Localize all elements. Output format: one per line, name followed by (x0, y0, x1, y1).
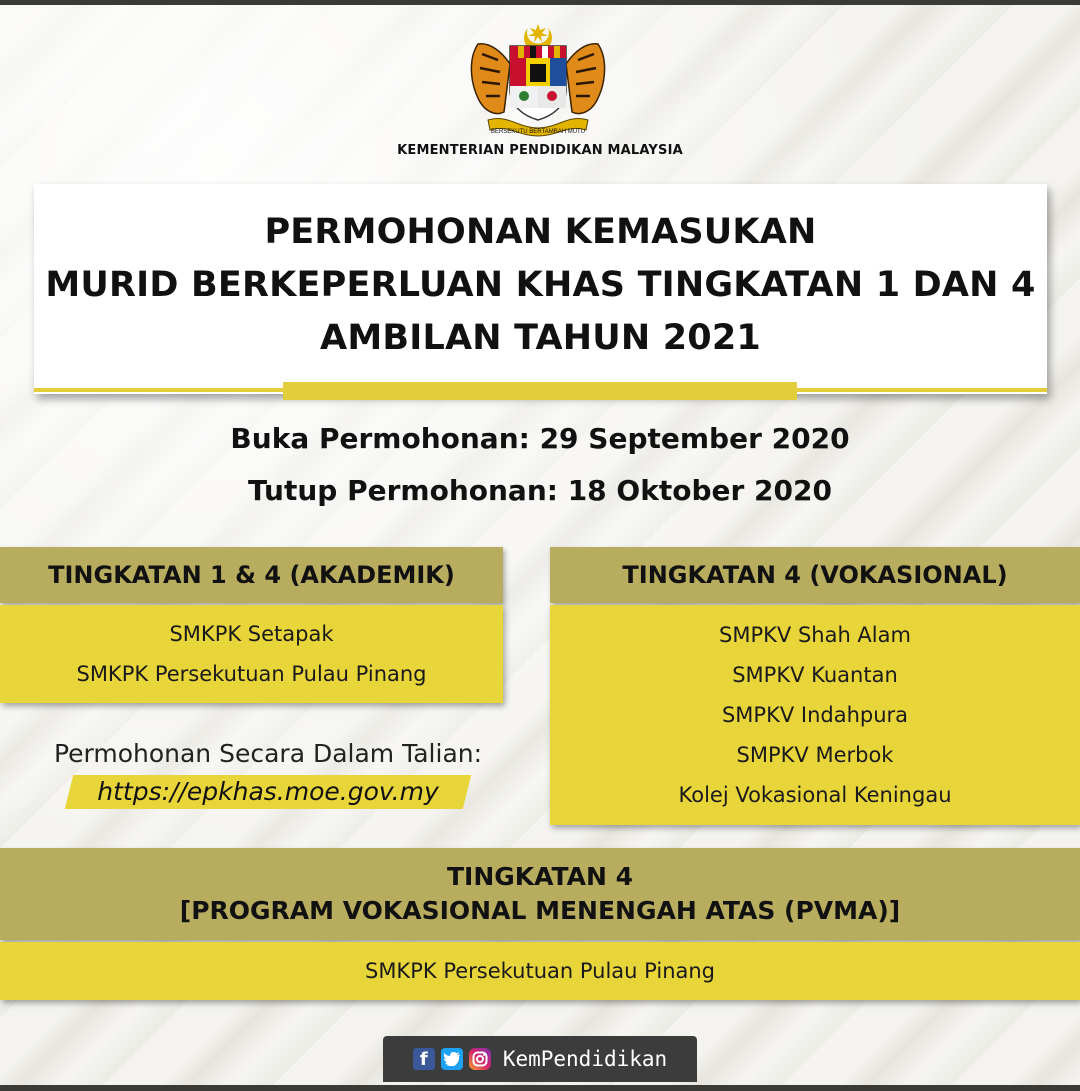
facebook-icon[interactable]: f (413, 1048, 435, 1070)
vokasional-school-list (550, 605, 1080, 825)
list-item: SMKPK Persekutuan Pulau Pinang (364, 959, 716, 983)
list-item: SMKPK Persekutuan Pulau Pinang (76, 662, 427, 686)
pvma-heading (0, 848, 1080, 940)
open-date: Buka Permohonan: 29 September 2020 (230, 422, 850, 455)
top-border (0, 0, 1080, 5)
application-url-link[interactable]: https://epkhas.moe.gov.my (97, 777, 439, 806)
list-item: SMKPK Setapak (169, 622, 334, 646)
pvma-heading-line-2: [PROGRAM VOKASIONAL MENENGAH ATAS (PVMA)] (179, 896, 901, 925)
list-item: Kolej Vokasional Keningau (678, 783, 952, 807)
akademik-school-list (0, 605, 503, 703)
list-item: SMPKV Kuantan (732, 663, 898, 687)
title-line-1: PERMOHONAN KEMASUKAN (264, 212, 817, 252)
pvma-school-list (0, 942, 1080, 1000)
ministry-name: KEMENTERIAN PENDIDIKAN MALAYSIA (397, 143, 683, 158)
social-handle[interactable]: KemPendidikan (502, 1047, 668, 1071)
close-date: Tutup Permohonan: 18 Oktober 2020 (248, 474, 832, 507)
pvma-heading-line-1: TINGKATAN 4 (446, 862, 634, 891)
list-item: SMPKV Shah Alam (719, 623, 911, 647)
social-media-bar (383, 1036, 697, 1082)
crest-motto: BERSEKUTU BERTAMBAH MUTU (490, 129, 586, 135)
bottom-border (0, 1085, 1080, 1091)
instagram-icon[interactable] (469, 1048, 491, 1070)
coat-of-arms-logo (468, 24, 608, 139)
title-line-2: MURID BERKEPERLUAN KHAS TINGKATAN 1 DAN 4 (45, 265, 1036, 305)
list-item: SMPKV Indahpura (721, 703, 909, 727)
title-card (34, 184, 1047, 394)
title-accent-block (283, 382, 797, 400)
akademik-heading: TINGKATAN 1 & 4 (AKADEMIK) (0, 547, 503, 603)
online-application-label: Permohonan Secara Dalam Talian: (53, 739, 483, 768)
twitter-icon[interactable] (441, 1048, 463, 1070)
vokasional-heading: TINGKATAN 4 (VOKASIONAL) (550, 547, 1080, 603)
list-item: SMPKV Merbok (736, 743, 894, 767)
title-line-3: AMBILAN TAHUN 2021 (320, 318, 761, 358)
